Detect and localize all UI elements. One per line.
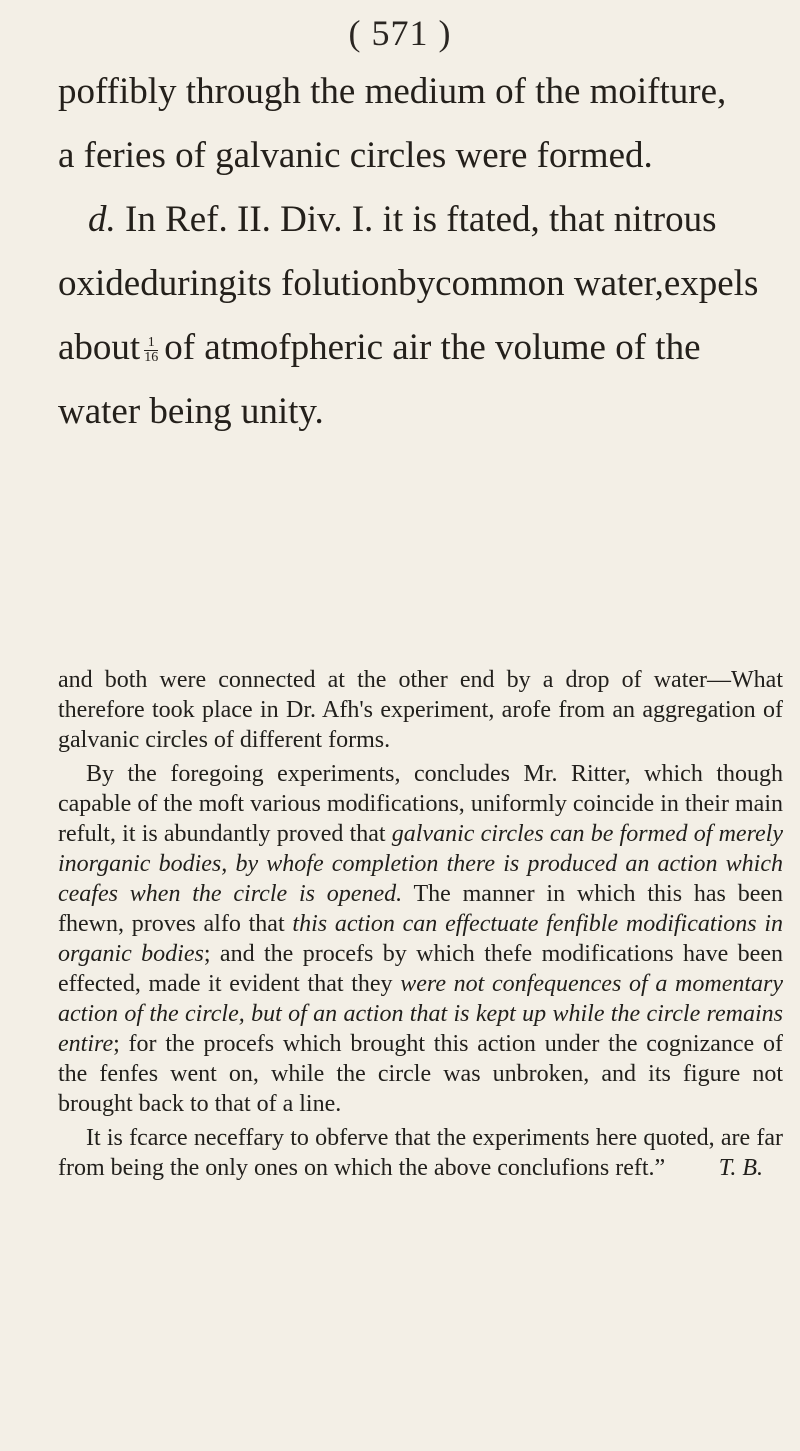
italic-span: were not confequences of a momentary action of the circle, but of an action that is kept up while the circle remains entire	[58, 971, 783, 1057]
fraction	[144, 336, 158, 365]
text-span: By the foregoing experiments, concludes Mr. Ritter, which though capable of the moft various modifications, uniformly coincide in their main refult, it is abundantly proved that	[58, 761, 783, 847]
text-line: oxideduringits folutionbycommon water,expels	[58, 263, 759, 304]
text-span: ; for the procefs which brought this action under the cognizance of the fenfes went on, while the circle was unbroken, and its figure not brought back to that of a line.	[58, 1031, 783, 1117]
paragraph	[58, 1123, 783, 1183]
text-span: about	[58, 327, 141, 368]
text-line	[58, 188, 778, 252]
fraction-numerator: 1	[144, 336, 158, 351]
italic-span: this action can effectuate fenfible modifications in organic bodies	[58, 911, 784, 967]
text-line: poffibly through the medium of the moifture,	[58, 71, 727, 112]
small-type-passage	[58, 665, 783, 1183]
text-line	[58, 316, 778, 380]
fraction-denominator: 16	[144, 350, 159, 366]
text-span: It is fcarce neceffary to obferve that the experiments here quoted, are far from being the only ones on which the above conclufions reft.”	[58, 1125, 783, 1181]
italic-span: galvanic circles can be formed of merely inorganic bodies, by whofe completion there is produced an action which ceafes when the circle is opened.	[58, 821, 784, 907]
paragraph	[58, 759, 783, 1119]
signature: T. B.	[718, 1155, 763, 1181]
section-label: d.	[88, 199, 116, 240]
text-span: of atmofpheric air the volume of the	[164, 327, 701, 368]
text-span: The manner in which this has been fhewn, proves alfo that	[58, 881, 783, 937]
page-number: ( 571 )	[348, 13, 452, 53]
text-line: a feries of galvanic circles were formed.	[58, 135, 653, 176]
large-type-passage	[58, 60, 778, 444]
text-span: In Ref. II. Div. I. it is ftated, that nitrous	[125, 199, 717, 240]
text-line: water being unity.	[58, 391, 324, 432]
text-span: ; and the procefs by which thefe modifications have been effected, made it evident that they	[58, 941, 783, 997]
paragraph: and both were connected at the other end by a drop of water—What therefore took place in Dr. Afh's experiment, arofe from an aggregation of galvanic circles of different forms.	[58, 667, 783, 753]
